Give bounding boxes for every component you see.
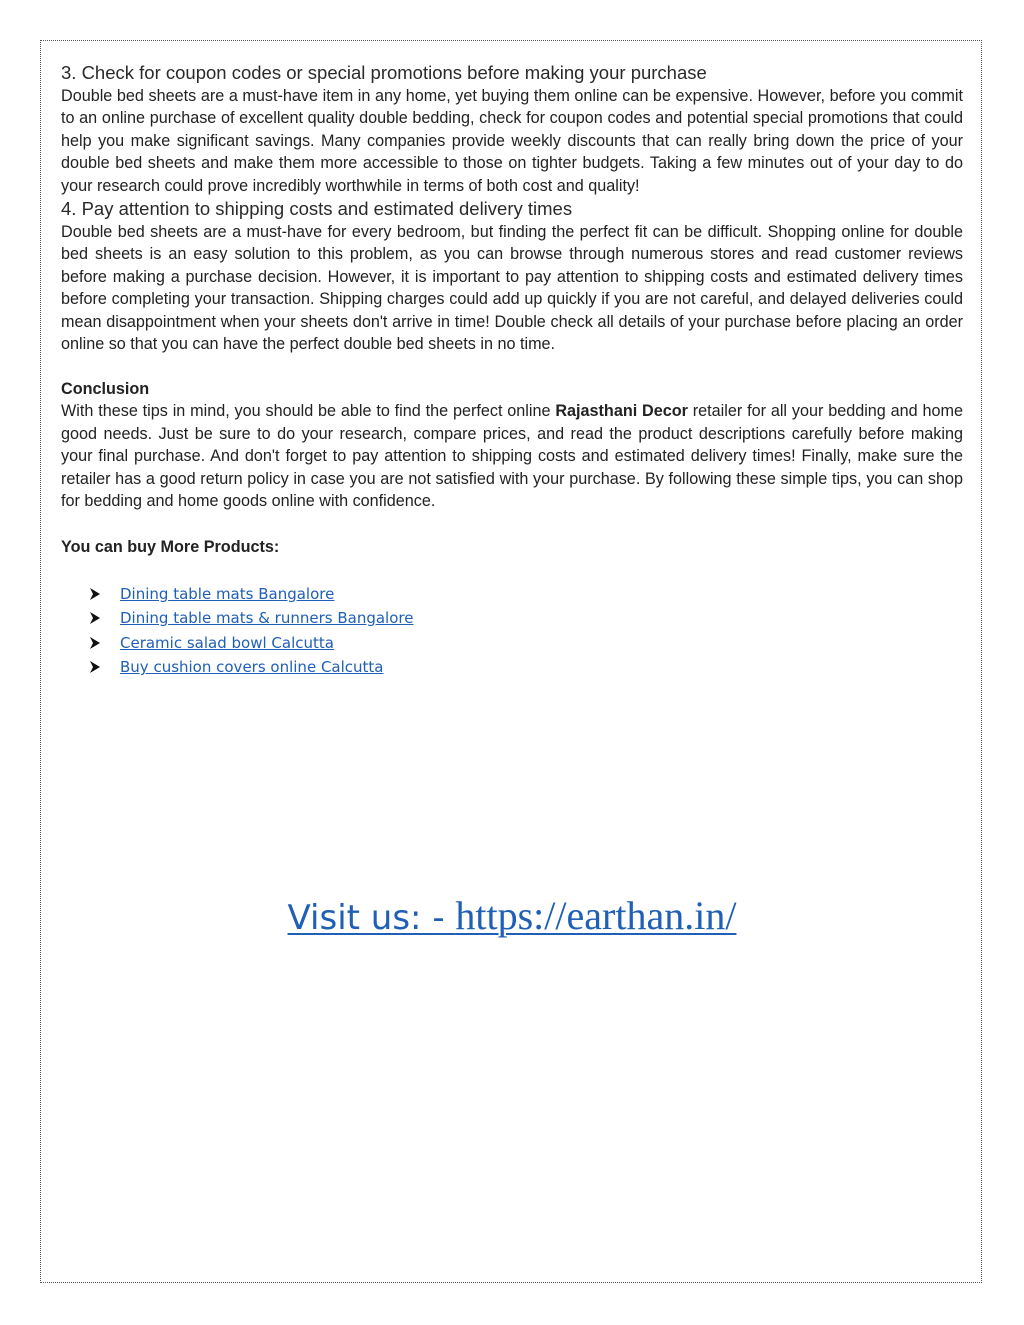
section-4-heading: 4. Pay attention to shipping costs and estimated delivery times bbox=[61, 198, 573, 220]
visit-us-banner bbox=[0, 892, 1024, 942]
product-link-cushion-covers[interactable]: Buy cushion covers online Calcutta bbox=[120, 658, 384, 677]
arrow-bullet-icon bbox=[89, 588, 101, 600]
product-link-ceramic-salad-bowl[interactable]: Ceramic salad bowl Calcutta bbox=[120, 633, 334, 652]
document-content bbox=[61, 61, 963, 680]
section-3-paragraph: Double bed sheets are a must-have item in any home, yet buying them online can be expensive. However, before you commit to an online purchase of excellent quality double bedding, check for coupon codes and potential special promotions that could help you make significant savings. Many companies provide weekly discounts that can really bring down the price of your double bed sheets and make them more accessible to those on tighter budgets. Taking a few minutes out of your day to do your research could prove incredibly worthwhile in terms of both cost and quality! bbox=[61, 87, 963, 195]
list-item bbox=[89, 582, 963, 607]
product-link-dining-table-mats-runners[interactable]: Dining table mats & runners Bangalore bbox=[120, 609, 414, 628]
conclusion-text-after: retailer for all your bedding and home good needs. Just be sure to do your research, compare prices, and read the product descriptions carefully before making your final purchase. And don't forget to pay attention to shipping costs and estimated delivery times! Finally, make sure the retailer has a good return policy in case you are not satisfied with your purchase. By following these simple tips, you can shop for bedding and home goods online with confidence. bbox=[61, 402, 963, 511]
conclusion-text-before: With these tips in mind, you should be able to find the perfect online bbox=[61, 402, 556, 421]
conclusion-heading: Conclusion bbox=[61, 380, 150, 399]
section-4-paragraph: Double bed sheets are a must-have for every bedroom, but finding the perfect fit can be difficult. Shopping online for double bed sheets is an easy solution to this problem, as you can browse through numerous stores and read customer reviews before making a purchase decision. However, it is important to pay attention to shipping costs and estimated delivery times before completing your transaction. Shipping charges could add up quickly if you are not careful, and delayed deliveries could mean disappointment when your sheets don't arrive in time! Double check all details of your purchase before placing an order online so that you can have the perfect double bed sheets in no time. bbox=[61, 223, 963, 354]
arrow-bullet-icon bbox=[89, 661, 101, 673]
products-heading: You can buy More Products: bbox=[61, 537, 280, 556]
list-item bbox=[89, 655, 963, 680]
visit-us-link[interactable] bbox=[287, 893, 737, 938]
conclusion-brand-name: Rajasthani Decor bbox=[555, 402, 688, 421]
list-item bbox=[89, 631, 963, 656]
list-item bbox=[89, 606, 963, 631]
product-link-dining-table-mats[interactable]: Dining table mats Bangalore bbox=[120, 584, 335, 603]
section-3-heading: 3. Check for coupon codes or special promotions before making your purchase bbox=[61, 62, 707, 83]
arrow-bullet-icon bbox=[89, 612, 101, 624]
visit-us-label: Visit us: - bbox=[287, 898, 456, 938]
conclusion-paragraph bbox=[61, 400, 963, 512]
arrow-bullet-icon bbox=[89, 637, 101, 649]
products-list bbox=[61, 582, 963, 680]
visit-us-url: https://earthan.in/ bbox=[455, 893, 737, 938]
